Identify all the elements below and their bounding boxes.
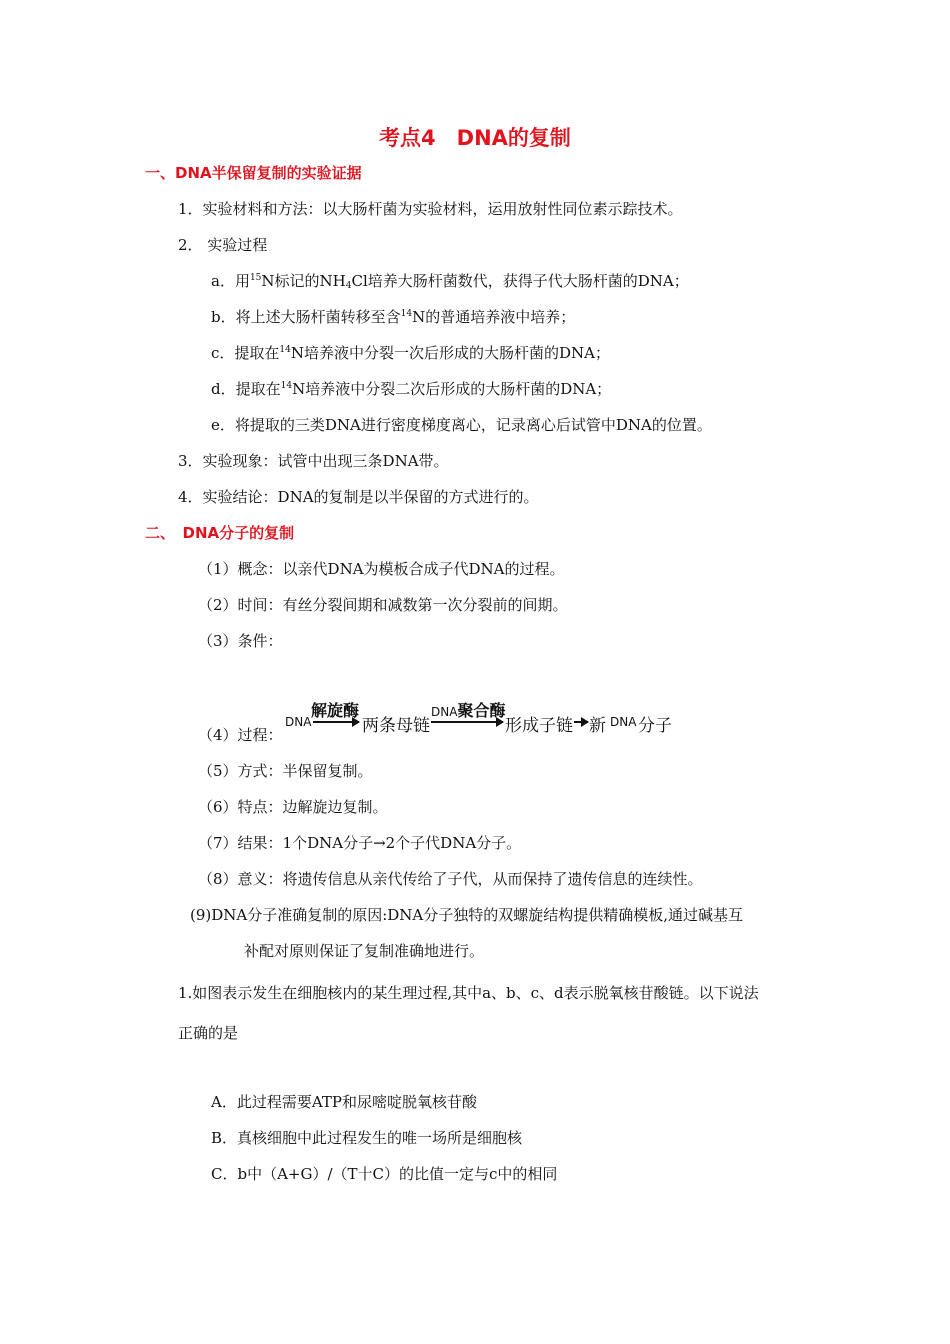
s2-point-9-line-1: (9)DNA分子准确复制的原因:DNA分子独特的双螺旋结构提供精确模板,通过碱基互 [190, 906, 744, 924]
s1-step-d [211, 379, 611, 399]
step-d-sup: 14 [280, 381, 293, 391]
step-a-text-2: N标记的NH [261, 272, 346, 290]
step-a-sub: 4 [345, 281, 352, 291]
flow-molecule: 分子 [638, 716, 672, 736]
flow-daughter-strands: 形成子链 [505, 716, 573, 736]
s1-item-2: 2． 实验过程 [178, 236, 268, 254]
s2-point-9-line-2: 补配对原则保证了复制准确地进行。 [244, 942, 485, 960]
flow-enzyme-polymerase-dna: DNA [431, 705, 458, 719]
step-c-text-1: c．提取在 [211, 344, 280, 362]
s2-point-7: （7）结果：1个DNA分子→2个子代DNA分子。 [198, 834, 522, 852]
section-2-heading: 二、 DNA分子的复制 [145, 524, 295, 542]
s2-point-2: （2）时间：有丝分裂间期和减数第一次分裂前的间期。 [198, 596, 568, 614]
replication-flow-diagram [285, 700, 705, 740]
flow-new: 新 [589, 716, 606, 736]
flow-new-dna: DNA [610, 715, 637, 729]
flow-dna-start: DNA [285, 715, 312, 729]
option-c: C．b中（A+G）/（T十C）的比值一定与c中的相同 [211, 1165, 558, 1183]
flow-arrow-2 [431, 721, 503, 723]
step-b-text-1: b．将上述大肠杆菌转移至含 [211, 308, 401, 326]
s1-step-b [211, 307, 575, 327]
s2-point-1: （1）概念：以亲代DNA为模板合成子代DNA的过程。 [198, 560, 565, 578]
s1-step-e: e．将提取的三类DNA进行密度梯度离心，记录离心后试管中DNA的位置。 [211, 416, 712, 434]
step-c-sup: 14 [279, 345, 291, 355]
s2-point-4: （4）过程： [198, 726, 283, 744]
flow-arrow-1 [313, 721, 359, 723]
question-stem-line-2: 正确的是 [178, 1024, 239, 1042]
flow-enzyme-helicase: 解旋酶 [311, 701, 360, 720]
s1-item-3: 3．实验现象：试管中出现三条DNA带。 [178, 452, 449, 470]
s1-step-a [211, 271, 689, 291]
step-b-sup: 14 [400, 309, 413, 319]
s2-point-3: （3）条件： [198, 632, 283, 650]
question-stem-line-1: 1.如图表示发生在细胞核内的某生理过程,其中a、b、c、d表示脱氧核苷酸链。以下说法 [178, 984, 759, 1002]
step-d-text-1: d．提取在 [211, 380, 281, 398]
s1-item-1: 1．实验材料和方法：以大肠杆菌为实验材料，运用放射性同位素示踪技术。 [178, 200, 683, 218]
flow-parent-strands: 两条母链 [362, 716, 430, 736]
option-a: A．此过程需要ATP和尿嘧啶脱氧核苷酸 [211, 1093, 477, 1111]
page-title: 考点4 DNA的复制 [379, 126, 571, 150]
step-a-text-1: a．用 [211, 272, 250, 290]
s1-step-c [211, 343, 610, 363]
step-b-text-2: N的普通培养液中培养； [412, 308, 576, 326]
step-a-sup: 15 [249, 273, 262, 283]
option-b: B．真核细胞中此过程发生的唯一场所是细胞核 [211, 1129, 523, 1147]
step-c-text-2: N培养液中分裂一次后形成的大肠杆菌的DNA； [290, 344, 610, 362]
s2-point-5: （5）方式：半保留复制。 [198, 762, 373, 780]
step-d-text-2: N培养液中分裂二次后形成的大肠杆菌的DNA； [292, 380, 612, 398]
s2-point-6: （6）特点：边解旋边复制。 [198, 798, 388, 816]
s1-item-4: 4．实验结论：DNA的复制是以半保留的方式进行的。 [178, 488, 539, 506]
step-a-text-3: Cl培养大肠杆菌数代，获得子代大肠杆菌的DNA； [351, 272, 689, 290]
flow-enzyme-polymerase: 聚合酶 [457, 701, 506, 720]
s2-point-8: （8）意义：将遗传信息从亲代传给了子代，从而保持了遗传信息的连续性。 [198, 870, 703, 888]
flow-enzyme-polymerase-group [431, 698, 505, 721]
flow-arrow-3 [574, 721, 588, 723]
section-1-heading: 一、DNA半保留复制的实验证据 [145, 164, 362, 182]
